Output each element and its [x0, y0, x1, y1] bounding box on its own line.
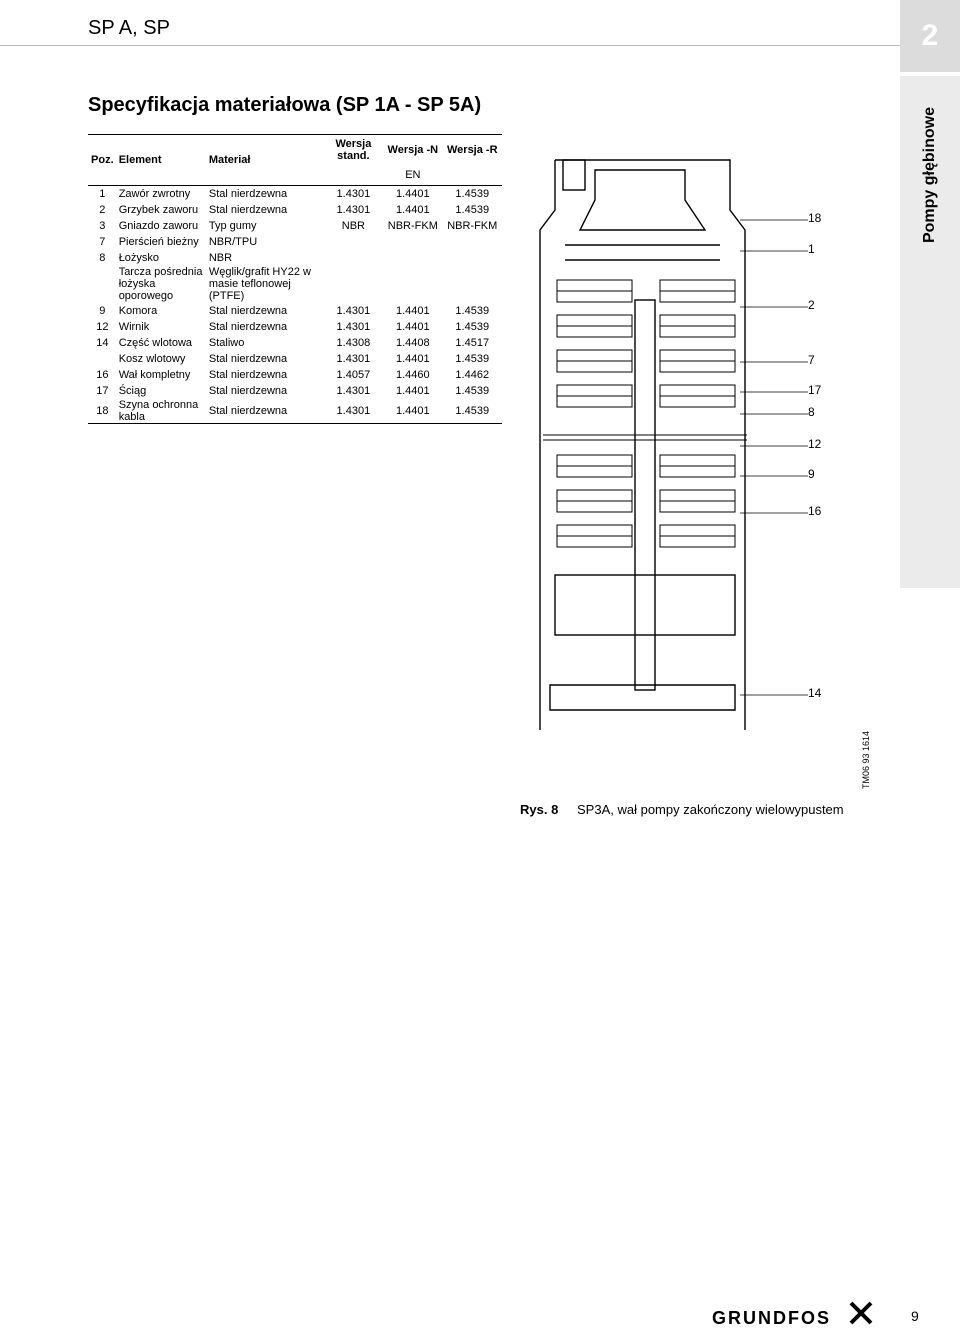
table-row: [88, 367, 502, 383]
cell-material: Węglik/grafit HY22 w masie teflonowej (PTFE): [207, 266, 324, 303]
cell-pos: [88, 351, 117, 367]
cell-n: 1.4460: [383, 367, 442, 383]
table-row: [88, 250, 502, 266]
cell-material: Stal nierdzewna: [207, 303, 324, 319]
cell-r: NBR-FKM: [443, 218, 502, 234]
cell-pos: 17: [88, 383, 117, 399]
document-title: SP A, SP: [88, 17, 170, 39]
cell-std: 1.4057: [324, 367, 383, 383]
cell-pos: 1: [88, 186, 117, 202]
cell-element: Łożysko: [117, 250, 207, 266]
table-row: [88, 399, 502, 424]
cell-pos: [88, 266, 117, 303]
cell-material: NBR/TPU: [207, 234, 324, 250]
callout-1: 1: [808, 242, 815, 256]
cell-std: 1.4308: [324, 335, 383, 351]
cell-element: Tarcza pośrednia łożyska oporowego: [117, 266, 207, 303]
cell-n: [383, 234, 442, 250]
cell-n: 1.4401: [383, 303, 442, 319]
cell-element: Pierścień bieżny: [117, 234, 207, 250]
cell-pos: 9: [88, 303, 117, 319]
cell-material: Stal nierdzewna: [207, 399, 324, 424]
cell-element: Szyna ochronna kabla: [117, 399, 207, 424]
callout-7: 7: [808, 353, 815, 367]
cell-pos: 18: [88, 399, 117, 424]
cell-pos: 3: [88, 218, 117, 234]
cell-element: Wał kompletny: [117, 367, 207, 383]
side-tab-label: Pompy głębinowe: [921, 106, 938, 244]
figure-caption-label: Rys. 8: [520, 802, 559, 817]
cell-std: 1.4301: [324, 202, 383, 218]
cell-std: [324, 266, 383, 303]
table-row: [88, 202, 502, 218]
cell-std: 1.4301: [324, 186, 383, 202]
callout-16: 16: [808, 504, 822, 518]
cell-r: 1.4539: [443, 399, 502, 424]
col-header-pos: Poz.: [91, 154, 114, 166]
cell-r: 1.4539: [443, 186, 502, 202]
col-header-element: Element: [118, 154, 162, 166]
cell-pos: 16: [88, 367, 117, 383]
table-row: [88, 335, 502, 351]
callout-12: 12: [808, 437, 822, 451]
chapter-number-tab: 2: [900, 0, 960, 72]
callout-2: 2: [808, 298, 815, 312]
cell-n: NBR-FKM: [383, 218, 442, 234]
material-spec-table: [88, 134, 502, 424]
table-row: [88, 303, 502, 319]
brand-x-icon: [848, 1300, 874, 1326]
cell-element: Wirnik: [117, 319, 207, 335]
cell-r: 1.4539: [443, 383, 502, 399]
table-row: [88, 218, 502, 234]
cell-r: 1.4539: [443, 351, 502, 367]
cell-pos: 2: [88, 202, 117, 218]
table-row: [88, 319, 502, 335]
cell-std: 1.4301: [324, 303, 383, 319]
cell-element: Kosz wlotowy: [117, 351, 207, 367]
cell-n: 1.4401: [383, 351, 442, 367]
cell-n: 1.4408: [383, 335, 442, 351]
col-header-n: Wersja -N: [387, 144, 439, 156]
cell-r: [443, 234, 502, 250]
cell-n: [383, 266, 442, 303]
col-header-en: EN: [405, 169, 421, 181]
table-row: [88, 383, 502, 399]
cell-std: [324, 234, 383, 250]
cell-material: Typ gumy: [207, 218, 324, 234]
section-title: Specyfikacja materiałowa (SP 1A - SP 5A): [88, 94, 482, 116]
drawing-code: TM06 93 1614: [861, 730, 871, 790]
cell-n: 1.4401: [383, 399, 442, 424]
cell-pos: 7: [88, 234, 117, 250]
callout-leader-lines: [740, 205, 810, 705]
cell-material: Stal nierdzewna: [207, 351, 324, 367]
cell-std: [324, 250, 383, 266]
cell-material: Stal nierdzewna: [207, 186, 324, 202]
cell-n: 1.4401: [383, 186, 442, 202]
cell-pos: 12: [88, 319, 117, 335]
cell-material: NBR: [207, 250, 324, 266]
table-row: [88, 266, 502, 303]
cell-material: Stal nierdzewna: [207, 319, 324, 335]
cell-std: NBR: [324, 218, 383, 234]
pump-cross-section-drawing: [535, 150, 765, 735]
cell-material: Stal nierdzewna: [207, 383, 324, 399]
col-header-material: Materiał: [208, 154, 251, 166]
callout-8: 8: [808, 405, 815, 419]
cell-r: 1.4462: [443, 367, 502, 383]
cell-element: Gniazdo zaworu: [117, 218, 207, 234]
col-header-r: Wersja -R: [446, 144, 498, 156]
cell-r: 1.4539: [443, 303, 502, 319]
table-row: [88, 234, 502, 250]
cell-material: Stal nierdzewna: [207, 367, 324, 383]
cell-n: 1.4401: [383, 319, 442, 335]
callout-9: 9: [808, 467, 815, 481]
header-rule: [0, 45, 900, 46]
cell-r: [443, 250, 502, 266]
cell-element: Komora: [117, 303, 207, 319]
cell-r: 1.4539: [443, 319, 502, 335]
cell-std: 1.4301: [324, 399, 383, 424]
brand-logo: GRUNDFOS: [712, 1308, 831, 1328]
table-row: [88, 186, 502, 202]
pump-drawing-svg: [535, 150, 765, 730]
cell-r: 1.4539: [443, 202, 502, 218]
page-number: 9: [911, 1308, 919, 1324]
callout-17: 17: [808, 383, 822, 397]
figure-caption-text: SP3A, wał pompy zakończony wielowypustem: [577, 802, 844, 817]
cell-n: 1.4401: [383, 202, 442, 218]
callout-14: 14: [808, 686, 822, 700]
cell-material: Staliwo: [207, 335, 324, 351]
table-row: [88, 351, 502, 367]
callout-18: 18: [808, 211, 822, 225]
cell-element: Grzybek zaworu: [117, 202, 207, 218]
cell-r: [443, 266, 502, 303]
cell-n: 1.4401: [383, 383, 442, 399]
cell-material: Stal nierdzewna: [207, 202, 324, 218]
cell-std: 1.4301: [324, 319, 383, 335]
cell-element: Część wlotowa: [117, 335, 207, 351]
cell-pos: 8: [88, 250, 117, 266]
cell-r: 1.4517: [443, 335, 502, 351]
cell-std: 1.4301: [324, 383, 383, 399]
cell-element: Zawór zwrotny: [117, 186, 207, 202]
cell-element: Ściąg: [117, 383, 207, 399]
cell-std: 1.4301: [324, 351, 383, 367]
cell-pos: 14: [88, 335, 117, 351]
col-header-std: Wersja stand.: [335, 138, 372, 162]
cell-n: [383, 250, 442, 266]
